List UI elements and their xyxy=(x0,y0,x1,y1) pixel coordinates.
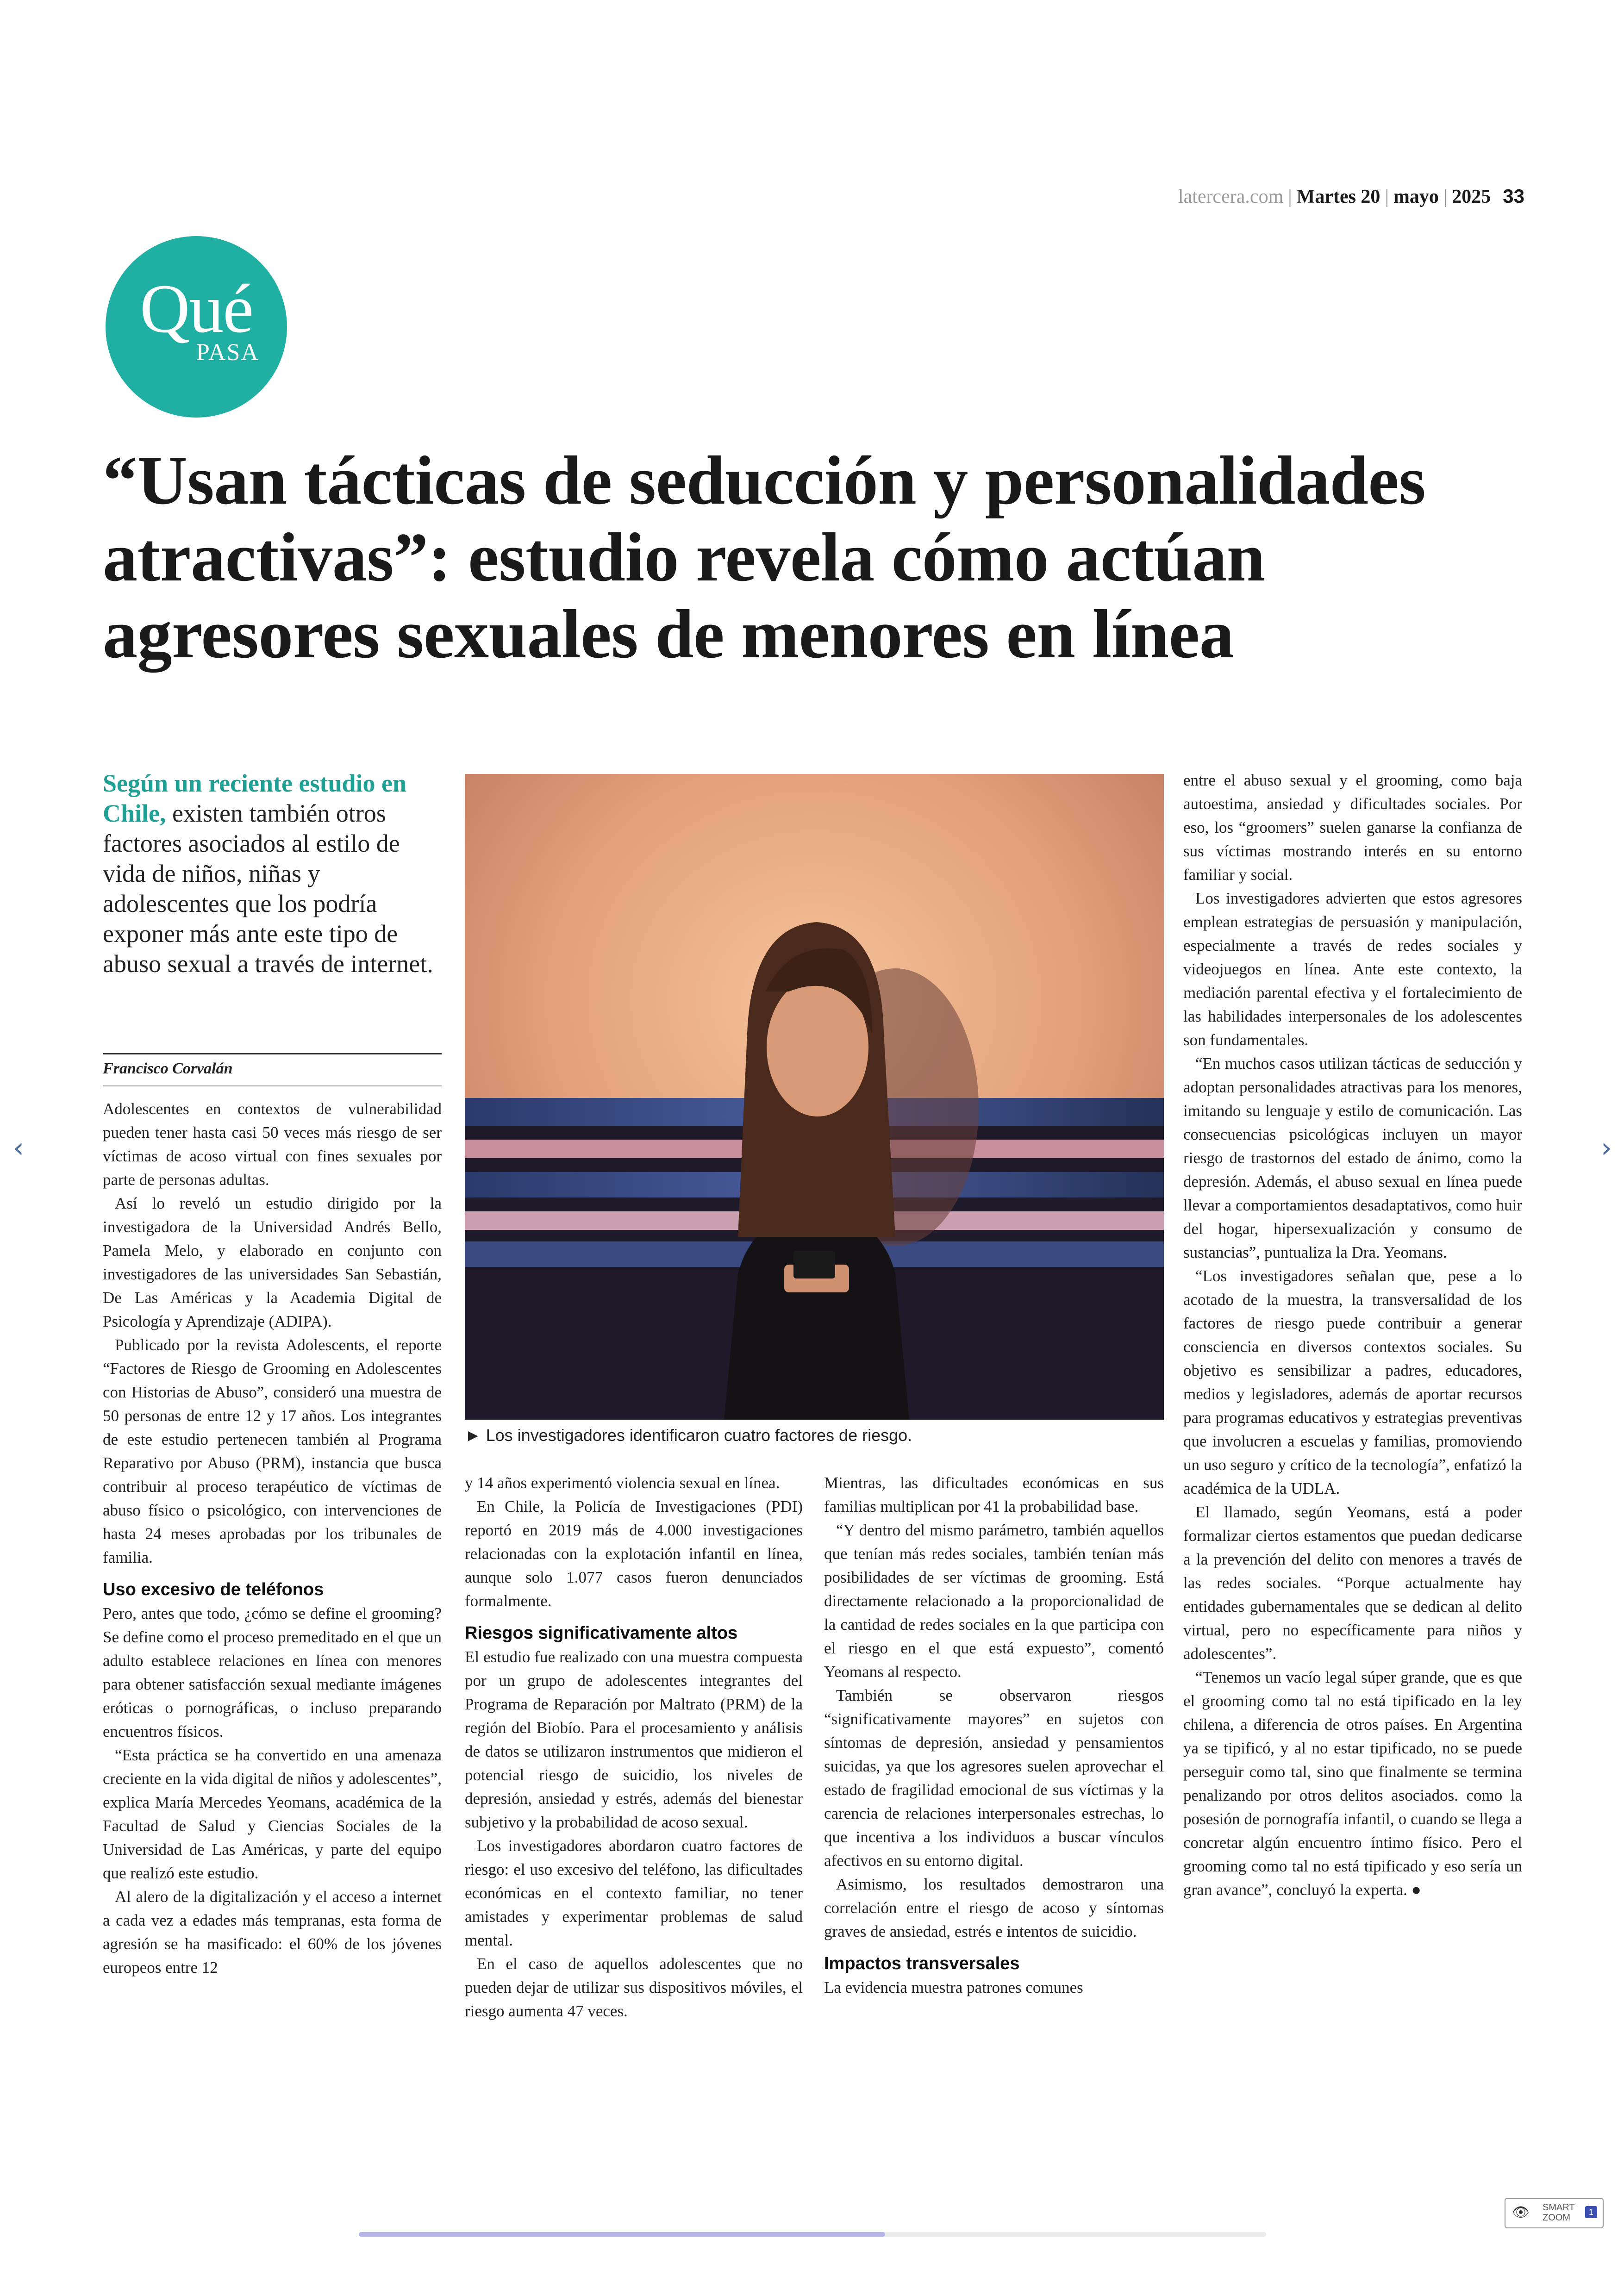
article-column-1 xyxy=(103,1097,442,1979)
article-column-2 xyxy=(465,1471,803,2023)
paragraph: entre el abuso sexual y el grooming, como baja autoestima, ansiedad y dificultades sociales. Por eso, los “groomers” suelen ganarse la confianza de sus víctimas mostrando interés en su entorno familiar y social. xyxy=(1183,771,1522,884)
article-column-3 xyxy=(824,1471,1164,1999)
page-number: 33 xyxy=(1503,185,1524,207)
article-photo xyxy=(465,774,1164,1420)
subheading: Uso excesivo de teléfonos xyxy=(103,1580,324,1599)
chevron-left-icon[interactable]: ‹ xyxy=(13,1132,24,1164)
paragraph: También se observaron riesgos “significativamente mayores” en sujetos con síntomas de depresión, ansiedad y pensamientos suicidas, ya que los agresores suelen aprovechar el estado de fragilidad emocional de sus víctimas y la carencia de relaciones interpersonales estrechas, lo que incentiva a los individuos a buscar vínculos afectivos en su entorno digital. xyxy=(824,1686,1164,1870)
byline: Francisco Corvalán xyxy=(103,1060,233,1077)
smart-zoom-button[interactable] xyxy=(1505,2198,1604,2228)
headline: “Usan tácticas de seducción y personalidades atractivas”: estudio revela cómo actúan agresores sexuales de menores en línea xyxy=(103,442,1426,673)
paragraph: “Esta práctica se ha convertido en una amenaza creciente en la vida digital de niños y adolescentes”, explica María Mercedes Yeomans, académica de la Facultad de Salud y Ciencias Sociales de la Universidad de Las Américas, y parte del equipo que realizó este estudio. xyxy=(103,1746,442,1882)
smart-zoom-label xyxy=(1543,2202,1575,2223)
site-name: latercera.com xyxy=(1178,186,1284,207)
paragraph: “Tenemos un vacío legal súper grande, que es que el grooming como tal no está tipificado en la ley chilena, a diferencia de otros países. En Argentina ya se tipificó, y al no estar tipificado, no se puede perseguir como tal, sino que finalmente se termina penalizando por otros delitos asociados. como la posesión de pornografía infantil, o cuando se llega a concretar algún encuentro íntimo físico. Pero el grooming como tal no está tipificado y eso sería un gran avance”, concluyó la experta. ● xyxy=(1183,1668,1522,1899)
paragraph: Los investigadores abordaron cuatro factores de riesgo: el uso excesivo del teléfono, las dificultades económicas en el contexto familiar, no tener amistades y experimentar problemas de salud mental. xyxy=(465,1837,803,1949)
paragraph: “Y dentro del mismo parámetro, también aquellos que tenían más redes sociales, también tenían más posibilidades de ser víctimas de grooming. Está directamente relacionado a la proporcionalidad de la cantidad de redes sociales en la que participa con el riesgo en el que está expuesto”, comentó Yeomans al respecto. xyxy=(824,1521,1164,1681)
zoom-label-line2: ZOOM xyxy=(1543,2213,1570,2223)
paragraph: Asimismo, los resultados demostraron una correlación entre el riesgo de acoso y síntomas graves de ansiedad, estrés e intentos de suicidio. xyxy=(824,1875,1164,1940)
date-year: 2025 xyxy=(1452,186,1491,207)
paragraph: “Los investigadores señalan que, pese a lo acotado de la muestra, la transversalidad de los factores de riesgo puede contribuir a generar consciencia en diversos contextos sociales. Su objetivo es sensibilizar a padres, educadores, medios y legisladores, además de aportar recursos para programas educativos y estrategias preventivas que involucren a escuelas y familias, promoviendo un uso seguro y crítico de la tecnología”, enfatizó la académica de la UDLA. xyxy=(1183,1267,1522,1497)
paragraph: “En muchos casos utilizan tácticas de seducción y adoptan personalidades atractivas para los menores, imitando su lenguaje y estilo de comunicación. Las consecuencias psicológicas incluyen un mayor riesgo de trastornos del estado de ánimo, como la depresión. Además, el abuso sexual en línea puede llevar a comportamientos desadaptativos, como huir del hogar, hipersexualización y consumo de sustancias”, puntualiza la Dra. Yeomans. xyxy=(1183,1054,1522,1261)
paragraph: El estudio fue realizado con una muestra compuesta por un grupo de adolescentes integrantes del Programa de Reparación por Maltrato (PRM) de la región del Biobío. Para el procesamiento y análisis de datos se utilizaron instrumentos que midieron el potencial riesgo de suicidio, los niveles de depresión, ansiedad y estrés, además del bienestar subjetivo y la probabilidad de acoso sexual. xyxy=(465,1648,803,1831)
paragraph: Publicado por la revista Adolescents, el reporte “Factores de Riesgo de Grooming en Adolescentes con Historias de Abuso”, consideró una muestra de 50 personas de entre 12 y 17 años. Los integrantes de este estudio pertenecen también al Programa Reparativo por Abuso (PRM), instancia que busca contribuir al proceso terapéutico de víctimas de abuso físico o psicológico, con intervenciones de hasta 24 meses aprobadas por los tribunales de familia. xyxy=(103,1336,442,1566)
section-logo-line2: PASA xyxy=(196,339,259,366)
photo-caption: ► Los investigadores identificaron cuatro factores de riesgo. xyxy=(465,1426,912,1445)
paragraph: Los investigadores advierten que estos agresores emplean estrategias de persuasión y manipulación, especialmente a través de redes sociales y videojuegos en línea. Ante este contexto, la mediación parental efectiva y el fortalecimiento de las habilidades interpersonales de los adolescentes son fundamentales. xyxy=(1183,889,1522,1049)
zoom-label-line1: SMART xyxy=(1543,2202,1575,2213)
eye-icon: 👁 xyxy=(1512,2205,1530,2220)
zoom-badge: 1 xyxy=(1585,2206,1597,2218)
byline-rule-bottom xyxy=(103,1085,442,1086)
subheading: Impactos transversales xyxy=(824,1954,1020,1973)
date-day: Martes 20 xyxy=(1296,186,1380,207)
paragraph: El llamado, según Yeomans, está a poder formalizar ciertos estamentos que puedan dedicarse a la prevención del delito con menores a través de las redes sociales. “Porque actualmente hay entidades gubernamentales que se dedican al delito virtual, pero no específicamente para niños y adolescentes”. xyxy=(1183,1503,1522,1663)
lede xyxy=(103,768,441,979)
paragraph: Mientras, las dificultades económicas en sus familias multiplican por 41 la probabilidad base. xyxy=(824,1474,1164,1515)
paragraph: En el caso de aquellos adolescentes que no pueden dejar de utilizar sus dispositivos móviles, el riesgo aumenta 47 veces. xyxy=(465,1955,803,2020)
paragraph: Así lo reveló un estudio dirigido por la investigadora de la Universidad Andrés Bello, Pamela Melo, y elaborado en conjunto con investigadores de las universidades San Sebastián, De Las Américas y la Academia Digital de Psicología y Aprendizaje (ADIPA). xyxy=(103,1194,442,1330)
paragraph: La evidencia muestra patrones comunes xyxy=(824,1978,1083,1996)
date-month: mayo xyxy=(1393,186,1439,207)
article-column-4 xyxy=(1183,768,1522,1902)
paragraph: y 14 años experimentó violencia sexual en línea. xyxy=(465,1474,780,1492)
paragraph: En Chile, la Policía de Investigaciones (PDI) reportó en 2019 más de 4.000 investigaciones relacionadas con la explotación infantil en línea, aunque solo 1.077 casos fueron denunciados formalmente. xyxy=(465,1497,803,1610)
byline-rule-top xyxy=(103,1053,442,1054)
lede-text: existen también otros factores asociados al estilo de vida de niños, niñas y adolescentes que los podría exponer más ante este tipo de abuso sexual a través de internet. xyxy=(103,799,433,978)
paragraph: Pero, antes que todo, ¿cómo se define el grooming? Se define como el proceso premeditado en el que un adulto establece relaciones en línea con menores para obtener satisfacción sexual mediante imágenes eróticas o pornográficas, o incluso preparando encuentros físicos. xyxy=(103,1604,442,1740)
chevron-right-icon[interactable]: › xyxy=(1601,1132,1612,1164)
lede-highlight: Según un reciente estudio en Chile, xyxy=(103,769,407,827)
section-logo xyxy=(106,236,287,418)
photo-illustration xyxy=(465,774,1164,1420)
paragraph: Al alero de la digitalización y el acceso a internet a cada vez a edades más tempranas, esta forma de agresión se ha masificado: el 60% de los jóvenes europeos entre 12 xyxy=(103,1888,442,1977)
section-logo-line1: Qué xyxy=(140,270,253,347)
subheading: Riesgos significativamente altos xyxy=(465,1623,738,1643)
page-header: latercera.com | Martes 20 | mayo | 2025 33 xyxy=(1178,185,1524,207)
paragraph: Adolescentes en contextos de vulnerabilidad pueden tener hasta casi 50 veces más riesgo de ser víctimas de acoso virtual con fines sexuales por parte de personas adultas. xyxy=(103,1100,442,1189)
scrollbar-thumb[interactable] xyxy=(359,2232,885,2237)
